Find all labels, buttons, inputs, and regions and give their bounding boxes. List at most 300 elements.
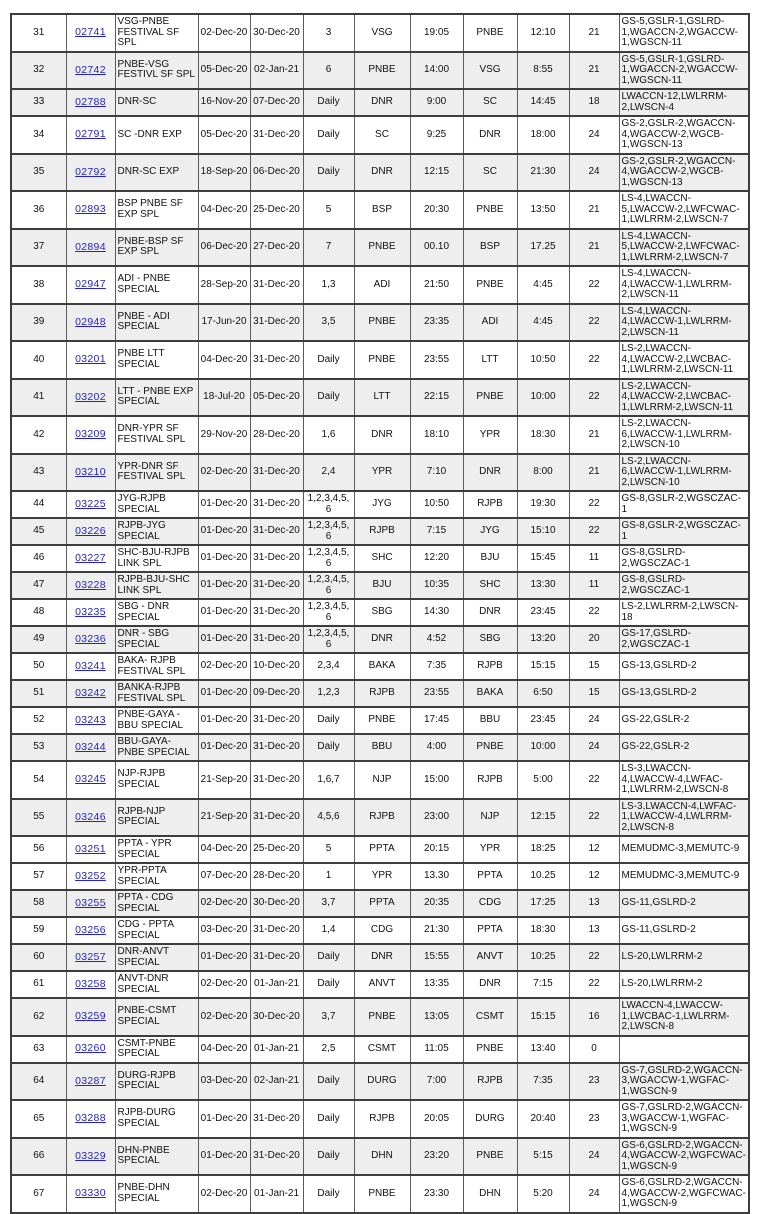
train-number-cell [66, 1100, 115, 1138]
coach-composition: GS-2,GSLR-2,WGACCN-4,WGACCW-2,WGCB-1,WGSCN-13 [619, 116, 749, 154]
coach-count: 24 [569, 154, 619, 192]
coach-composition: LS-4,LWACCN-5,LWACCW-2,LWFCWAC-1,LWLRRM-2,LWSCN-7 [619, 229, 749, 267]
train-name: CDG - PPTA SPECIAL [115, 917, 198, 944]
train-number-link[interactable]: 03258 [75, 977, 106, 990]
train-number-link[interactable]: 03257 [75, 950, 106, 963]
train-number-link[interactable]: 02893 [75, 203, 106, 215]
coach-composition: LS-4,LWACCN-4,LWACCW-1,LWLRRM-2,LWSCN-11 [619, 304, 749, 342]
source-station: PNBE [354, 52, 410, 90]
departure-time: 9:25 [410, 116, 463, 154]
train-number-link[interactable]: 03329 [75, 1149, 106, 1162]
coach-count: 22 [569, 971, 619, 998]
train-name: DNR-SC EXP [115, 154, 198, 192]
train-number-link[interactable]: 03243 [75, 713, 106, 726]
train-number-link[interactable]: 02894 [75, 240, 106, 253]
train-name: DNR-YPR SF FESTIVAL SPL [115, 416, 198, 454]
departure-time: 23:35 [410, 304, 463, 342]
arrival-time: 13:50 [517, 191, 569, 229]
source-station: SC [354, 116, 410, 154]
source-station: PNBE [354, 1175, 410, 1213]
train-number-link[interactable]: 03287 [75, 1074, 106, 1087]
coach-composition: LWACCN-12,LWLRRM-2,LWSCN-4 [619, 89, 749, 116]
destination-station: SBG [463, 626, 517, 653]
serial-number: 39 [11, 304, 66, 342]
source-station: DNR [354, 154, 410, 192]
train-number-cell [66, 116, 115, 154]
source-station: VSG [354, 14, 410, 52]
end-date: 31-Dec-20 [250, 545, 303, 572]
running-days: 4,5,6 [303, 799, 354, 837]
running-days: 1,6,7 [303, 761, 354, 799]
serial-number: 37 [11, 229, 66, 267]
coach-count: 13 [569, 890, 619, 917]
departure-time: 20:15 [410, 836, 463, 863]
source-station: DNR [354, 416, 410, 454]
coach-count: 16 [569, 998, 619, 1036]
departure-time: 23:55 [410, 341, 463, 379]
destination-station: ADI [463, 304, 517, 342]
running-days: 6 [303, 52, 354, 90]
coach-composition: GS-7,GSLRD-2,WGACCN-3,WGACCW-1,WGFAC-1,WGSCN-9 [619, 1063, 749, 1101]
train-number-cell [66, 890, 115, 917]
running-days: Daily [303, 1063, 354, 1101]
destination-station: JYG [463, 518, 517, 545]
source-station: PNBE [354, 304, 410, 342]
end-date: 09-Dec-20 [250, 680, 303, 707]
train-name: YPR-PPTA SPECIAL [115, 863, 198, 890]
end-date: 25-Dec-20 [250, 191, 303, 229]
end-date: 10-Dec-20 [250, 653, 303, 680]
end-date: 01-Jan-21 [250, 1175, 303, 1213]
serial-number: 34 [11, 116, 66, 154]
destination-station: PPTA [463, 917, 517, 944]
arrival-time: 23:45 [517, 599, 569, 626]
serial-number: 49 [11, 626, 66, 653]
train-name: SHC-BJU-RJPB LINK SPL [115, 545, 198, 572]
coach-count: 11 [569, 545, 619, 572]
train-number-cell [66, 1063, 115, 1101]
start-date: 17-Jun-20 [198, 304, 250, 342]
start-date: 21-Sep-20 [198, 799, 250, 837]
arrival-time: 15:15 [517, 653, 569, 680]
coach-count: 22 [569, 944, 619, 971]
departure-time: 00.10 [410, 229, 463, 267]
arrival-time: 12:15 [517, 799, 569, 837]
train-name: BSP PNBE SF EXP SPL [115, 191, 198, 229]
start-date: 03-Dec-20 [198, 1063, 250, 1101]
coach-composition: GS-2,GSLR-2,WGACCN-4,WGACCW-2,WGCB-1,WGSCN-13 [619, 154, 749, 192]
train-name: PNBE-BSP SF EXP SPL [115, 229, 198, 267]
coach-composition: MEMUDMC-3,MEMUTC-9 [619, 836, 749, 863]
running-days: 2,5 [303, 1036, 354, 1063]
coach-composition: GS-8,GSLR-2,WGSCZAC-1 [619, 491, 749, 518]
end-date: 31-Dec-20 [250, 116, 303, 154]
departure-time: 4:00 [410, 734, 463, 761]
end-date: 28-Dec-20 [250, 863, 303, 890]
train-number-link[interactable]: 02788 [75, 95, 106, 108]
destination-station: BJU [463, 545, 517, 572]
train-name: JYG-RJPB SPECIAL [115, 491, 198, 518]
start-date: 18-Sep-20 [198, 154, 250, 192]
train-number-link[interactable]: 03244 [75, 740, 106, 753]
table-row [11, 545, 749, 572]
coach-composition: LS-20,LWLRRM-2 [619, 944, 749, 971]
train-number-link[interactable]: 03288 [75, 1112, 106, 1124]
start-date: 01-Dec-20 [198, 707, 250, 734]
serial-number: 46 [11, 545, 66, 572]
coach-composition: LS-2,LWACCN-6,LWACCW-1,LWLRRM-2,LWSCN-10 [619, 454, 749, 492]
end-date: 31-Dec-20 [250, 799, 303, 837]
train-number-link[interactable]: 03209 [75, 428, 106, 440]
train-number-cell [66, 229, 115, 267]
arrival-time: 17:25 [517, 890, 569, 917]
table-row [11, 863, 749, 890]
departure-time: 20:05 [410, 1100, 463, 1138]
table-row [11, 890, 749, 917]
train-number-link[interactable]: 03202 [75, 390, 106, 403]
train-name: PNBE-GAYA -BBU SPECIAL [115, 707, 198, 734]
coach-count: 12 [569, 836, 619, 863]
train-number-link[interactable]: 03235 [75, 605, 106, 618]
train-name: NJP-RJPB SPECIAL [115, 761, 198, 799]
train-number-link[interactable]: 03242 [75, 686, 106, 699]
table-row [11, 1138, 749, 1176]
end-date: 31-Dec-20 [250, 454, 303, 492]
arrival-time: 20:40 [517, 1100, 569, 1138]
source-station: RJPB [354, 1100, 410, 1138]
table-row [11, 518, 749, 545]
departure-time: 23:30 [410, 1175, 463, 1213]
end-date: 31-Dec-20 [250, 734, 303, 761]
table-row [11, 917, 749, 944]
coach-composition: LWACCN-4,LWACCW-1,LWCBAC-1,LWLRRM-2,LWSCN-8 [619, 998, 749, 1036]
table-row [11, 341, 749, 379]
coach-count: 21 [569, 52, 619, 90]
destination-station: SC [463, 89, 517, 116]
source-station: BJU [354, 572, 410, 599]
coach-composition: LS-2,LWACCN-6,LWACCW-1,LWLRRM-2,LWSCN-10 [619, 416, 749, 454]
train-name: DNR - SBG SPECIAL [115, 626, 198, 653]
train-number-cell [66, 734, 115, 761]
source-station: BAKA [354, 653, 410, 680]
table-row [11, 626, 749, 653]
departure-time: 13:35 [410, 971, 463, 998]
serial-number: 53 [11, 734, 66, 761]
table-row [11, 266, 749, 304]
table-body [11, 14, 749, 1213]
start-date: 16-Nov-20 [198, 89, 250, 116]
train-number-link[interactable]: 02791 [75, 128, 106, 140]
source-station: SHC [354, 545, 410, 572]
coach-composition: LS-3,LWACCN-4,LWFAC-1,LWACCW-4,LWLRRM-2,LWSCN-8 [619, 799, 749, 837]
coach-composition: LS-2,LWACCN-4,LWACCW-2,LWCBAC-1,LWLRRM-2,LWSCN-11 [619, 341, 749, 379]
end-date: 31-Dec-20 [250, 917, 303, 944]
arrival-time: 7:35 [517, 1063, 569, 1101]
serial-number: 67 [11, 1175, 66, 1213]
coach-count: 24 [569, 1138, 619, 1176]
source-station: CDG [354, 917, 410, 944]
arrival-time: 17.25 [517, 229, 569, 267]
end-date: 31-Dec-20 [250, 304, 303, 342]
end-date: 31-Dec-20 [250, 944, 303, 971]
running-days: 1,4 [303, 917, 354, 944]
source-station: BSP [354, 191, 410, 229]
train-number-cell [66, 454, 115, 492]
train-number-link[interactable]: 03256 [75, 923, 106, 936]
arrival-time: 10:00 [517, 734, 569, 761]
train-number-link[interactable]: 03210 [75, 465, 106, 478]
destination-station: PNBE [463, 14, 517, 52]
coach-composition: GS-11,GSLRD-2 [619, 917, 749, 944]
coach-count: 22 [569, 379, 619, 417]
serial-number: 31 [11, 14, 66, 52]
departure-time: 13.30 [410, 863, 463, 890]
coach-composition: GS-22,GSLR-2 [619, 707, 749, 734]
destination-station: NJP [463, 799, 517, 837]
start-date: 04-Dec-20 [198, 341, 250, 379]
arrival-time: 10:25 [517, 944, 569, 971]
train-number-link[interactable]: 03246 [75, 810, 106, 823]
departure-time: 12:15 [410, 154, 463, 192]
serial-number: 51 [11, 680, 66, 707]
train-number-cell [66, 14, 115, 52]
train-number-link[interactable]: 03252 [75, 869, 106, 882]
coach-composition: LS-2,LWACCN-4,LWACCW-2,LWCBAC-1,LWLRRM-2,LWSCN-11 [619, 379, 749, 417]
source-station: DHN [354, 1138, 410, 1176]
serial-number: 48 [11, 599, 66, 626]
departure-time: 15:00 [410, 761, 463, 799]
start-date: 02-Dec-20 [198, 14, 250, 52]
train-name: RJPB-NJP SPECIAL [115, 799, 198, 837]
train-number-link[interactable]: 03255 [75, 896, 106, 909]
start-date: 03-Dec-20 [198, 917, 250, 944]
coach-count: 21 [569, 229, 619, 267]
arrival-time: 18:25 [517, 836, 569, 863]
destination-station: RJPB [463, 761, 517, 799]
train-number-cell [66, 799, 115, 837]
serial-number: 56 [11, 836, 66, 863]
arrival-time: 8:55 [517, 52, 569, 90]
train-number-link[interactable]: 02742 [75, 63, 106, 76]
serial-number: 36 [11, 191, 66, 229]
train-number-link[interactable]: 03259 [75, 1010, 106, 1022]
train-name: LTT - PNBE EXP SPECIAL [115, 379, 198, 417]
start-date: 07-Dec-20 [198, 863, 250, 890]
coach-count: 15 [569, 653, 619, 680]
end-date: 31-Dec-20 [250, 572, 303, 599]
destination-station: YPR [463, 416, 517, 454]
arrival-time: 12:10 [517, 14, 569, 52]
start-date: 02-Dec-20 [198, 890, 250, 917]
destination-station: DURG [463, 1100, 517, 1138]
source-station: PNBE [354, 998, 410, 1036]
source-station: DNR [354, 89, 410, 116]
serial-number: 65 [11, 1100, 66, 1138]
end-date: 01-Jan-21 [250, 971, 303, 998]
serial-number: 62 [11, 998, 66, 1036]
arrival-time: 13:30 [517, 572, 569, 599]
train-number-link[interactable]: 03260 [75, 1042, 106, 1055]
departure-time: 14:00 [410, 52, 463, 90]
train-number-cell [66, 680, 115, 707]
page [0, 13, 761, 1209]
table-row [11, 52, 749, 90]
table-row [11, 416, 749, 454]
train-number-link[interactable]: 02948 [75, 315, 106, 328]
source-station: JYG [354, 491, 410, 518]
train-number-link[interactable]: 03227 [75, 551, 106, 564]
coach-composition: GS-5,GSLR-1,GSLRD-1,WGACCN-2,WGACCW-1,WGSCN-11 [619, 52, 749, 90]
end-date: 02-Jan-21 [250, 1063, 303, 1101]
train-number-cell [66, 491, 115, 518]
running-days: 1 [303, 863, 354, 890]
start-date: 21-Sep-20 [198, 761, 250, 799]
running-days: 3,5 [303, 304, 354, 342]
source-station: BBU [354, 734, 410, 761]
serial-number: 40 [11, 341, 66, 379]
source-station: LTT [354, 379, 410, 417]
departure-time: 17:45 [410, 707, 463, 734]
departure-time: 23:20 [410, 1138, 463, 1176]
train-number-link[interactable]: 03201 [75, 353, 106, 365]
train-number-cell [66, 52, 115, 90]
coach-composition: GS-8,GSLRD-2,WGSCZAC-1 [619, 572, 749, 599]
train-name: PNBE LTT SPECIAL [115, 341, 198, 379]
train-number-link[interactable]: 03245 [75, 773, 106, 785]
running-days: 1,2,3,4,5,6 [303, 545, 354, 572]
train-number-link[interactable]: 03330 [75, 1187, 106, 1199]
source-station: YPR [354, 454, 410, 492]
coach-composition: GS-7,GSLRD-2,WGACCN-3,WGACCW-1,WGFAC-1,WGSCN-9 [619, 1100, 749, 1138]
end-date: 06-Dec-20 [250, 154, 303, 192]
end-date: 31-Dec-20 [250, 518, 303, 545]
coach-count: 22 [569, 761, 619, 799]
coach-composition: GS-6,GSLRD-2,WGACCN-4,WGACCW-2,WGFCWAC-1,WGSCN-9 [619, 1175, 749, 1213]
destination-station: VSG [463, 52, 517, 90]
start-date: 01-Dec-20 [198, 1138, 250, 1176]
train-number-cell [66, 379, 115, 417]
source-station: PNBE [354, 707, 410, 734]
coach-count: 21 [569, 416, 619, 454]
coach-count: 22 [569, 491, 619, 518]
serial-number: 32 [11, 52, 66, 90]
departure-time: 21:30 [410, 917, 463, 944]
end-date: 07-Dec-20 [250, 89, 303, 116]
running-days: Daily [303, 89, 354, 116]
end-date: 01-Jan-21 [250, 1036, 303, 1063]
source-station: ANVT [354, 971, 410, 998]
train-name: BANKA-RJPB FESTIVAL SPL [115, 680, 198, 707]
departure-time: 10:50 [410, 491, 463, 518]
end-date: 27-Dec-20 [250, 229, 303, 267]
train-number-link[interactable]: 03226 [75, 524, 106, 537]
coach-count: 24 [569, 707, 619, 734]
serial-number: 58 [11, 890, 66, 917]
train-name: VSG-PNBE FESTIVAL SF SPL [115, 14, 198, 52]
table-row [11, 89, 749, 116]
train-number-link[interactable]: 03251 [75, 842, 106, 855]
arrival-time: 14:45 [517, 89, 569, 116]
coach-composition: GS-5,GSLR-1,GSLRD-1,WGACCN-2,WGACCW-1,WGSCN-11 [619, 14, 749, 52]
table-row [11, 599, 749, 626]
destination-station: DNR [463, 599, 517, 626]
train-number-link[interactable]: 02792 [75, 165, 106, 178]
serial-number: 57 [11, 863, 66, 890]
departure-time: 7:35 [410, 653, 463, 680]
train-number-cell [66, 863, 115, 890]
serial-number: 63 [11, 1036, 66, 1063]
arrival-time: 7:15 [517, 971, 569, 998]
running-days: Daily [303, 707, 354, 734]
train-number-link[interactable]: 03236 [75, 632, 106, 645]
coach-count: 11 [569, 572, 619, 599]
train-number-link[interactable]: 03228 [75, 578, 106, 591]
table-row [11, 1063, 749, 1101]
coach-composition: GS-17,GSLRD-2,WGSCZAC-1 [619, 626, 749, 653]
running-days: 5 [303, 191, 354, 229]
coach-count: 23 [569, 1063, 619, 1101]
train-number-link[interactable]: 03225 [75, 497, 106, 510]
start-date: 06-Dec-20 [198, 229, 250, 267]
train-number-cell [66, 944, 115, 971]
train-number-cell [66, 1175, 115, 1213]
train-name: PNBE - ADI SPECIAL [115, 304, 198, 342]
arrival-time: 23:45 [517, 707, 569, 734]
arrival-time: 19:30 [517, 491, 569, 518]
arrival-time: 4:45 [517, 266, 569, 304]
train-name: SC -DNR EXP [115, 116, 198, 154]
train-name: ANVT-DNR SPECIAL [115, 971, 198, 998]
table-row [11, 680, 749, 707]
coach-composition: GS-8,GSLR-2,WGSCZAC-1 [619, 518, 749, 545]
coach-composition: LS-2,LWLRRM-2,LWSCN-18 [619, 599, 749, 626]
serial-number: 61 [11, 971, 66, 998]
departure-time: 15:55 [410, 944, 463, 971]
start-date: 01-Dec-20 [198, 545, 250, 572]
departure-time: 20:30 [410, 191, 463, 229]
end-date: 31-Dec-20 [250, 1138, 303, 1176]
running-days: Daily [303, 1100, 354, 1138]
train-number-link[interactable]: 02741 [75, 26, 106, 38]
train-number-cell [66, 545, 115, 572]
serial-number: 64 [11, 1063, 66, 1101]
arrival-time: 13:20 [517, 626, 569, 653]
serial-number: 42 [11, 416, 66, 454]
source-station: DNR [354, 626, 410, 653]
source-station: RJPB [354, 518, 410, 545]
train-name: PPTA - CDG SPECIAL [115, 890, 198, 917]
running-days: Daily [303, 944, 354, 971]
start-date: 01-Dec-20 [198, 680, 250, 707]
start-date: 04-Dec-20 [198, 1036, 250, 1063]
destination-station: DHN [463, 1175, 517, 1213]
arrival-time: 4:45 [517, 304, 569, 342]
train-number-link[interactable]: 02947 [75, 278, 106, 290]
running-days: Daily [303, 116, 354, 154]
train-number-cell [66, 266, 115, 304]
running-days: 1,3 [303, 266, 354, 304]
table-row [11, 799, 749, 837]
coach-count: 20 [569, 626, 619, 653]
train-number-link[interactable]: 03241 [75, 659, 106, 672]
train-schedule-table [10, 13, 750, 1214]
coach-count: 21 [569, 454, 619, 492]
train-number-cell [66, 626, 115, 653]
start-date: 05-Dec-20 [198, 52, 250, 90]
start-date: 01-Dec-20 [198, 626, 250, 653]
coach-composition: LS-4,LWACCN-5,LWACCW-2,LWFCWAC-1,LWLRRM-2,LWSCN-7 [619, 191, 749, 229]
start-date: 04-Dec-20 [198, 836, 250, 863]
